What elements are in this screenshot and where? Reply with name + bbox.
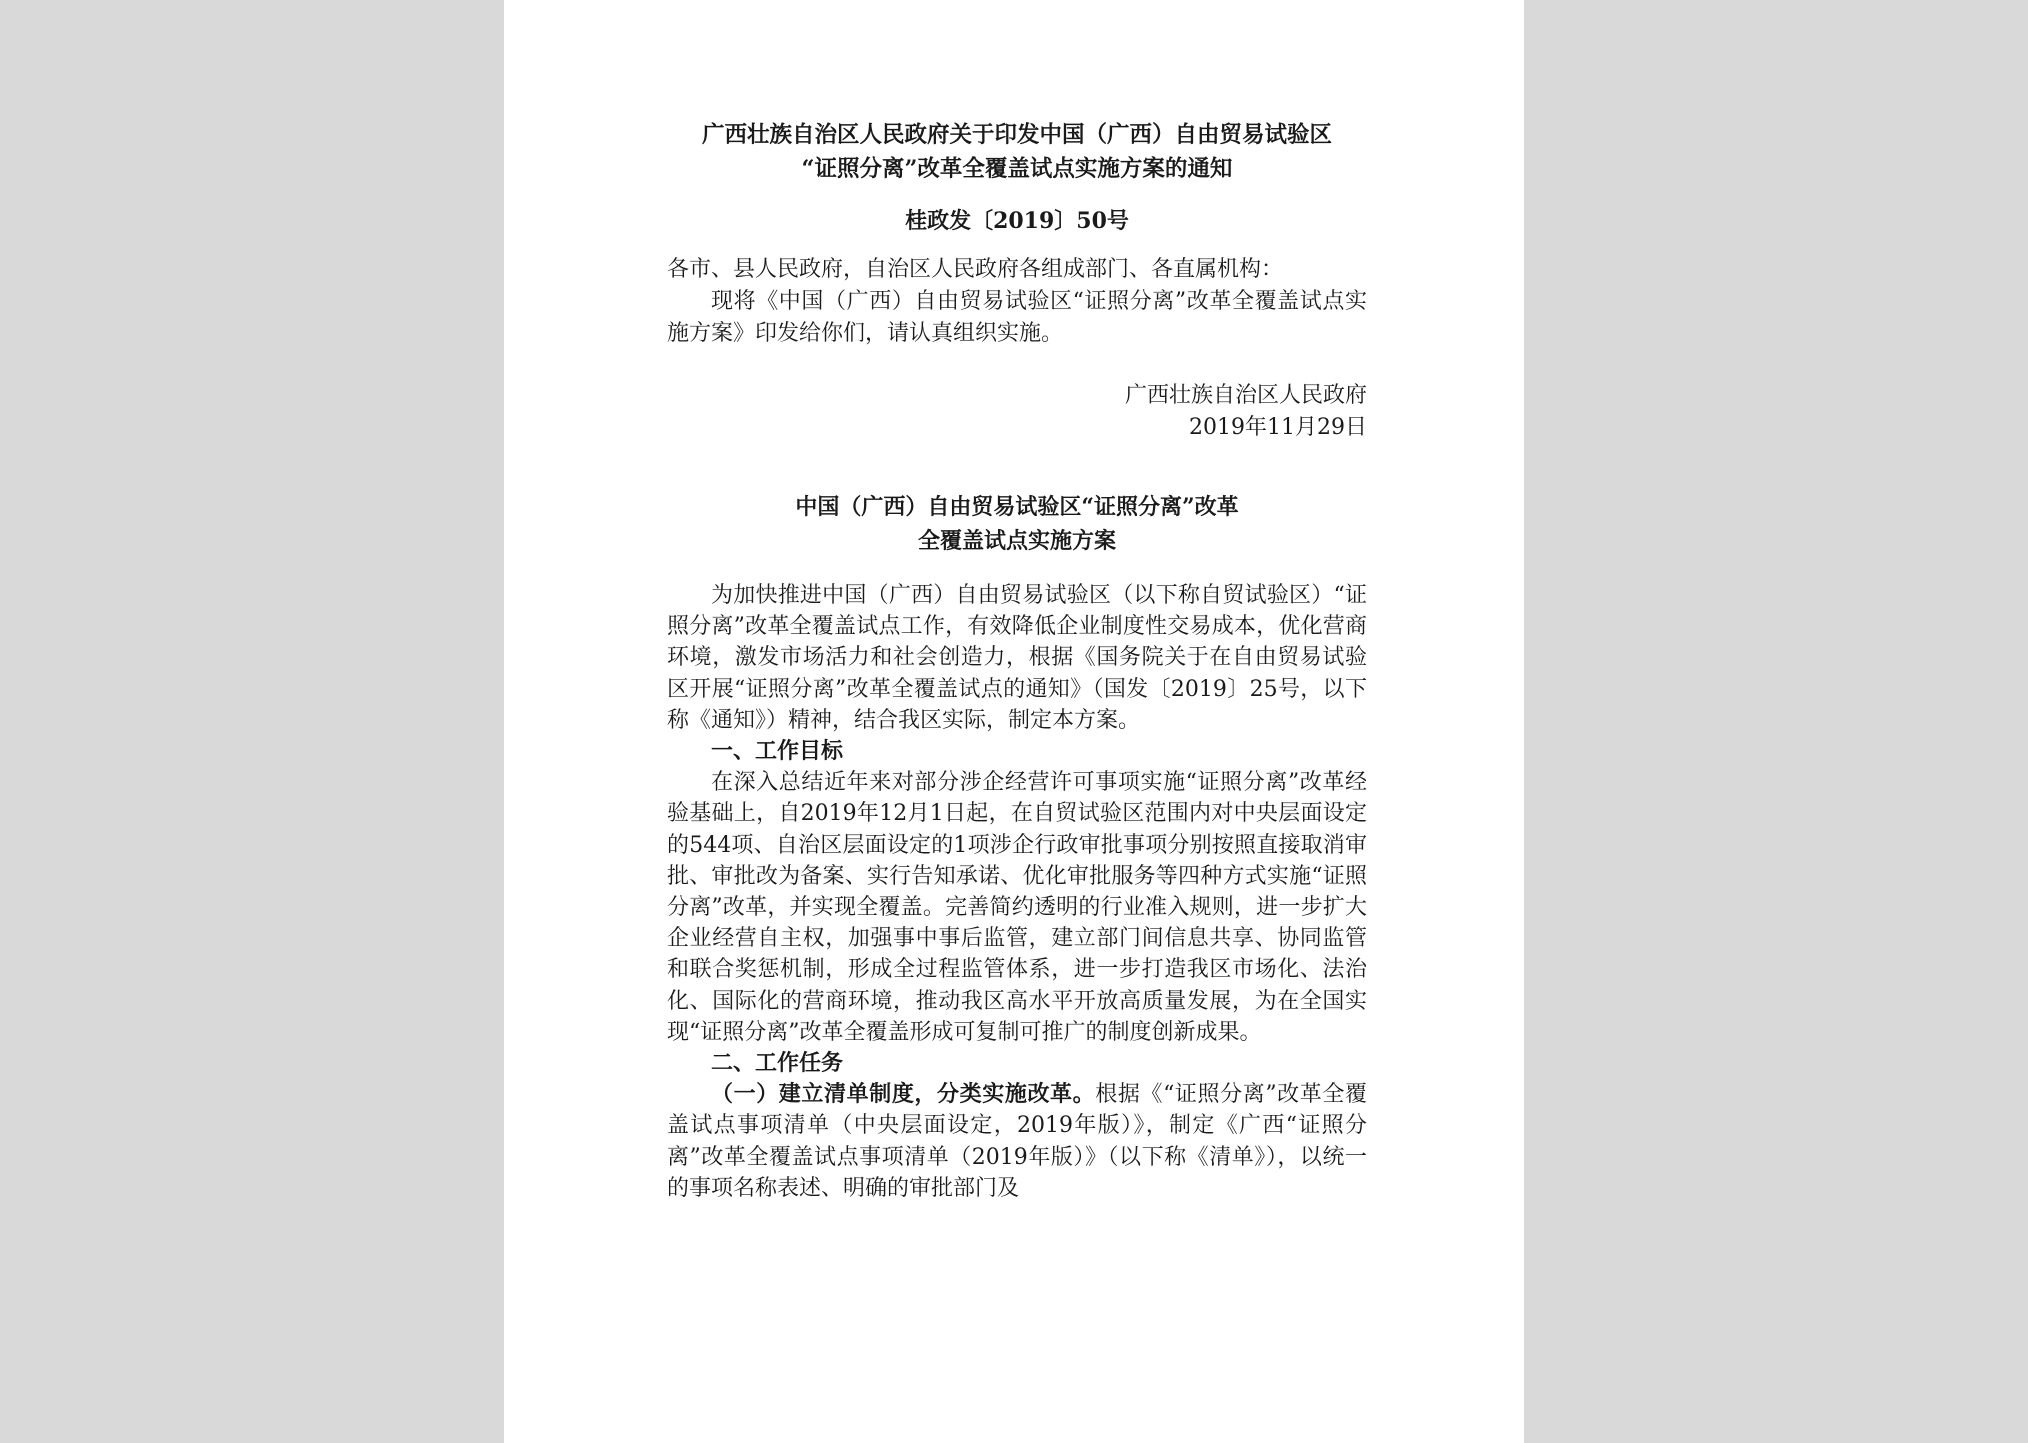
salutation: 各市、县人民政府，自治区人民政府各组成部门、各直属机构： xyxy=(667,257,1284,282)
plan-title-line-2: 全覆盖试点实施方案 xyxy=(917,528,1116,554)
plan-intro: 为加快推进中国（广西）自由贸易试验区（以下称自贸试验区）“证照分离”改革全覆盖试点工作，有效降低企业制度性交易成本，优化营商环境，激发市场活力和社会创造力，根据《国务院关于在自由贸易试验区开展“证照分离”改革全覆盖试点的通知》（国发〔2019〕25号，以下称《通知》）精神，结合我区实际，制定本方案。 xyxy=(667,583,1367,733)
plan-body xyxy=(667,580,1367,1204)
notice-title-line-2: “证照分离”改革全覆盖试点实施方案的通知 xyxy=(801,156,1233,182)
section-1-heading: 一、工作目标 xyxy=(711,738,844,765)
page-content xyxy=(667,118,1367,1204)
section-1-body: 在深入总结近年来对部分涉企经营许可事项实施“证照分离”改革经验基础上，自2019年12月1日起，在自贸试验区范围内对中央层面设定的544项、自治区层面设定的1项涉企行政审批事项分别按照直接取消审批、审批改为备案、实行告知承诺、优化审批服务等四种方式实施“证照分离”改革，并实现全覆盖。完善简约透明的行业准入规则，进一步扩大企业经营自主权，加强事中事后监管，建立部门间信息共享、协同监管和联合奖惩机制，形成全过程监管体系，进一步打造我区市场化、法治化、国际化的营商环境，推动我区高水平开放高质量发展，为在全国实现“证照分离”改革全覆盖形成可复制可推广的制度创新成果。 xyxy=(667,770,1367,1045)
plan-title xyxy=(667,490,1367,558)
notice-title-line-1: 广西壮族自治区人民政府关于印发中国（广西）自由贸易试验区 xyxy=(701,122,1332,148)
section-2-sub-1 xyxy=(667,1079,1367,1204)
section-2-sub-1-lead: （一）建立清单制度，分类实施改革。 xyxy=(711,1081,1096,1108)
notice-title xyxy=(667,118,1367,186)
notice-body: 现将《中国（广西）自由贸易试验区“证照分离”改革全覆盖试点实施方案》印发给你们，请认真组织实施。 xyxy=(667,289,1367,346)
document-number: 桂政发〔2019〕50号 xyxy=(905,208,1129,234)
document-page xyxy=(504,0,1524,1443)
signer: 广西壮族自治区人民政府 xyxy=(1124,383,1367,408)
section-2-heading: 二、工作任务 xyxy=(711,1050,844,1077)
plan-title-line-1: 中国（广西）自由贸易试验区“证照分离”改革 xyxy=(795,494,1239,520)
sign-date: 2019年11月29日 xyxy=(1189,415,1367,440)
section-2-sub-1-body: 根据《“证照分离”改革全覆盖试点事项清单（中央层面设定，2019年版）》，制定《广西“证照分离”改革全覆盖试点事项清单（2019年版）》（以下称《清单》），以统一的事项名称表述、明确的审批部门及 xyxy=(667,1082,1367,1201)
